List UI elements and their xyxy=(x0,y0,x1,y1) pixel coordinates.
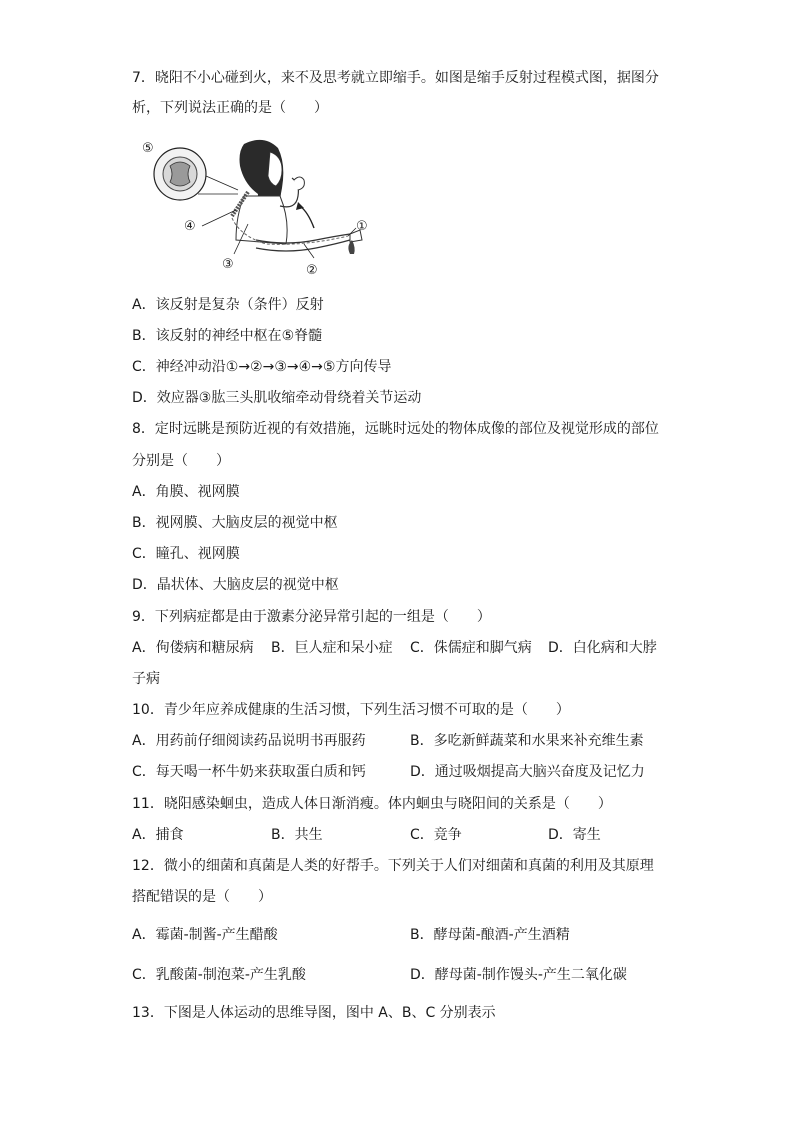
q7-stem-line1: 7．晓阳不小心碰到火，来不及思考就立即缩手。如图是缩手反射过程模式图，据图分 xyxy=(132,70,659,86)
q8-option-b: B．视网膜、大脑皮层的视觉中枢 xyxy=(132,515,338,531)
q7-option-a: A．该反射是复杂（条件）反射 xyxy=(132,297,324,313)
q12-option-b: B．酵母菌-酿酒-产生酒精 xyxy=(410,927,570,943)
q9-option-d: D．白化病和大脖 xyxy=(548,640,657,656)
q8-option-d: D．晶状体、大脑皮层的视觉中枢 xyxy=(132,577,339,593)
q9-stem: 9．下列病症都是由于激素分泌异常引起的一组是（ ） xyxy=(132,609,491,625)
q9-option-a: A．佝偻病和糖尿病 xyxy=(132,640,254,656)
q9-option-b: B．巨人症和呆小症 xyxy=(271,640,393,656)
q11-option-d: D．寄生 xyxy=(548,827,601,843)
q8-stem-line1: 8．定时远眺是预防近视的有效措施，远眺时远处的物体成像的部位及视觉形成的部位 xyxy=(132,421,659,437)
q8-option-c: C．瞳孔、视网膜 xyxy=(132,546,240,562)
q7-stem-line2: 析，下列说法正确的是（ ） xyxy=(132,100,328,116)
reflex-arc-illustration xyxy=(136,136,376,282)
q10-option-d: D．通过吸烟提高大脑兴奋度及记忆力 xyxy=(410,764,645,780)
figure-label-5: ⑤ xyxy=(142,141,154,156)
q11-option-c: C．竞争 xyxy=(410,827,462,843)
figure-label-2: ② xyxy=(306,263,318,278)
q8-stem-line2: 分别是（ ） xyxy=(132,453,230,469)
q12-option-a: A．霉菌-制酱-产生醋酸 xyxy=(132,927,278,943)
q13-stem: 13．下图是人体运动的思维导图，图中 A、B、C 分别表示 xyxy=(132,1005,496,1021)
q10-option-a: A．用药前仔细阅读药品说明书再服药 xyxy=(132,733,366,749)
figure-label-3: ③ xyxy=(222,257,234,272)
q7-option-b: B．该反射的神经中枢在⑤脊髓 xyxy=(132,328,323,344)
q11-stem: 11．晓阳感染蛔虫，造成人体日渐消瘦。体内蛔虫与晓阳间的关系是（ ） xyxy=(132,796,612,812)
q10-stem: 10．青少年应养成健康的生活习惯，下列生活习惯不可取的是（ ） xyxy=(132,702,570,718)
q12-stem-line2: 搭配错误的是（ ） xyxy=(132,889,272,905)
q9-option-c: C．侏儒症和脚气病 xyxy=(410,640,532,656)
q12-stem-line1: 12．微小的细菌和真菌是人类的好帮手。下列关于人们对细菌和真菌的利用及其原理 xyxy=(132,858,654,874)
q7-option-d: D．效应器③肱三头肌收缩牵动骨绕着关节运动 xyxy=(132,390,422,406)
figure-label-1: ① xyxy=(356,219,368,234)
q8-option-a: A．角膜、视网膜 xyxy=(132,484,240,500)
q7-option-c: C．神经冲动沿①→②→③→④→⑤方向传导 xyxy=(132,359,392,375)
reflex-arc-figure xyxy=(136,136,376,282)
q10-option-b: B．多吃新鲜蔬菜和水果来补充维生素 xyxy=(410,733,644,749)
figure-label-4: ④ xyxy=(184,219,196,234)
q11-option-a: A．捕食 xyxy=(132,827,184,843)
q10-option-c: C．每天喝一杯牛奶来获取蛋白质和钙 xyxy=(132,764,366,780)
q12-option-c: C．乳酸菌-制泡菜-产生乳酸 xyxy=(132,967,306,983)
q11-option-b: B．共生 xyxy=(271,827,323,843)
q9-option-d-cont: 子病 xyxy=(132,671,160,687)
q12-option-d: D．酵母菌-制作馒头-产生二氧化碳 xyxy=(410,967,627,983)
